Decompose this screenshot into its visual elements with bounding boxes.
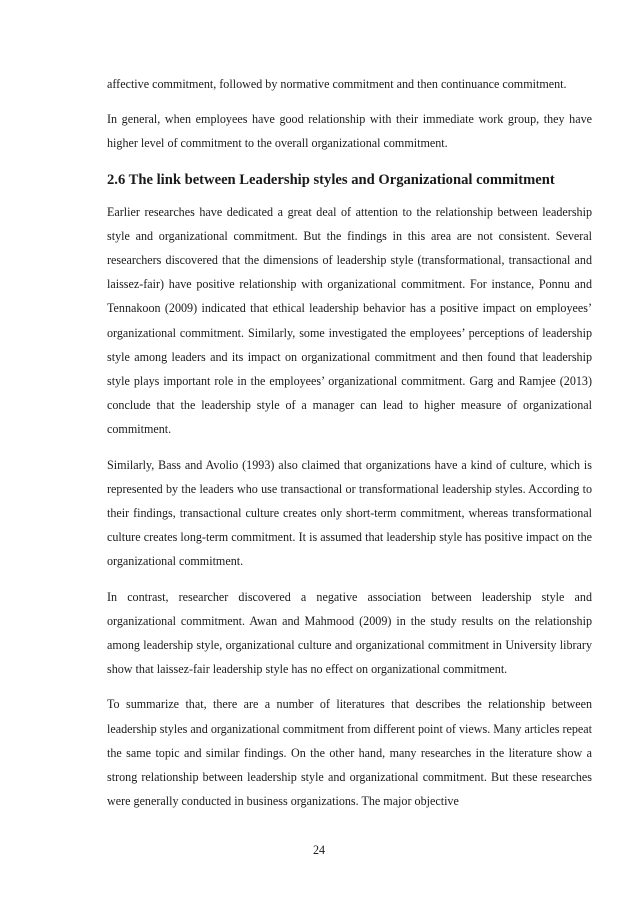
page-number: 24 <box>312 843 326 857</box>
section-heading: 2.6 The link between Leadership styles and Organizational commitment <box>107 171 555 188</box>
paragraph-continued: affective commitment, followed by normative commitment and then continuance commitment. <box>107 77 567 91</box>
paragraph-earlier-researches: Earlier researches have dedicated a great deal of attention to the relationship between leadership style and organizational commitment. But the findings in this area are not consistent. Several researchers discovered that the dimensions of leadership style (transformational, transactional and laissez-fair) have positive relationship with organizational commitment. For instance, Ponnu and Tennakoon (2009) indicated that ethical leadership behavior has a positive impact on employees’ organizational commitment. Similarly, some investigated the employees’ perceptions of leadership style among leaders and its impact on organizational commitment and then found that leadership style plays important role in the employees’ organizational commitment. Garg and Ramjee (2013) conclude that the leadership style of a manager can lead to higher measure of organizational commitment. <box>107 204 592 437</box>
paragraph-bass-avolio: Similarly, Bass and Avolio (1993) also claimed that organizations have a kind of culture, which is represented by the leaders who use transactional or transformational leadership styles. According to their findings, transactional culture creates only short-term commitment, whereas transformational culture creates long-term commitment. It is assumed that leadership style has positive impact on the organizational commitment. <box>107 457 592 569</box>
document-page <box>107 72 592 824</box>
paragraph-summary: To summarize that, there are a number of literatures that describes the relationship between leadership styles and organizational commitment from different point of views. Many articles repeat the same topic and similar findings. On the other hand, many researches in the literature show a strong relationship between leadership style and organizational commitment. But these researches were generally conducted in business organizations. The major objective <box>107 697 592 809</box>
paragraph-work-group: In general, when employees have good relationship with their immediate work group, they have higher level of commitment to the overall organizational commitment. <box>107 112 592 151</box>
paragraph-in-contrast: In contrast, researcher discovered a negative association between leadership style and organizational commitment. Awan and Mahmood (2009) in the study results on the relationship among leadership style, organizational culture and organizational commitment in University library show that laissez-fair leadership style has no effect on organizational commitment. <box>107 589 592 677</box>
